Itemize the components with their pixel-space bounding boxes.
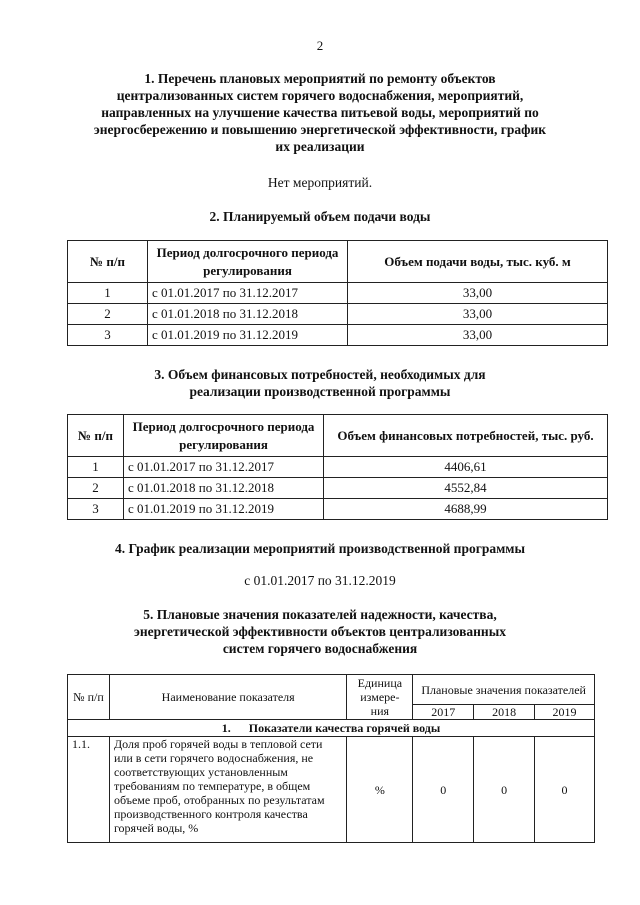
col-header-volume: Объем подачи воды, тыс. куб. м	[348, 241, 608, 283]
cell-n: 1	[68, 283, 148, 304]
financial-needs-table	[67, 414, 608, 520]
group-label: Показатели качества горячей воды	[248, 721, 441, 735]
col-header-period: Период долгосрочного периода регулирования	[124, 415, 324, 457]
section5-title-line: систем горячего водоснабжения	[222, 641, 418, 656]
col-header-year: 2018	[474, 705, 535, 720]
cell-n: 2	[68, 304, 148, 325]
section1-title-line: 1. Перечень плановых мероприятий по ремонту объектов	[144, 71, 496, 86]
section2-title: 2. Планируемый объем подачи воды	[209, 209, 431, 224]
cell-value: 33,00	[348, 304, 608, 325]
cell-value-2017: 0	[413, 737, 474, 843]
table-row	[68, 283, 608, 304]
col-header-name: Наименование показателя	[109, 675, 346, 720]
col-header-period: Период долгосрочного периода регулирования	[148, 241, 348, 283]
section1-title	[0, 70, 640, 155]
cell-n: 1.1.	[68, 737, 110, 843]
section5-title-line: энергетической эффективности объектов централизованных	[133, 624, 506, 639]
table-row	[68, 478, 608, 499]
cell-period: с 01.01.2018 по 31.12.2018	[148, 304, 348, 325]
cell-period: с 01.01.2018 по 31.12.2018	[124, 478, 324, 499]
table-row	[68, 325, 608, 346]
col-header-n: № п/п	[68, 415, 124, 457]
cell-n: 3	[68, 325, 148, 346]
cell-n: 3	[68, 499, 124, 520]
cell-value: 4688,99	[324, 499, 608, 520]
cell-name: Доля проб горячей воды в тепловой сети или в сети горячего водоснабжения, не соответствующих установленным требованиям по температуре, в общем объеме проб, отобранных по результатам производственного контроля качества горячей воды, %	[109, 737, 346, 843]
section1-title-line: их реализации	[275, 139, 365, 154]
table-row	[68, 457, 608, 478]
col-header-finance: Объем финансовых потребностей, тыс. руб.	[324, 415, 608, 457]
cell-period: с 01.01.2019 по 31.12.2019	[124, 499, 324, 520]
cell-value: 4406,61	[324, 457, 608, 478]
section5-title-line: 5. Плановые значения показателей надежности, качества,	[143, 607, 497, 622]
cell-value: 33,00	[348, 283, 608, 304]
cell-period: с 01.01.2017 по 31.12.2017	[124, 457, 324, 478]
section5-title	[0, 606, 640, 657]
cell-period: с 01.01.2019 по 31.12.2019	[148, 325, 348, 346]
section1-title-line: централизованных систем горячего водоснабжения, мероприятий,	[116, 88, 524, 103]
group-row	[68, 720, 595, 737]
cell-period: с 01.01.2017 по 31.12.2017	[148, 283, 348, 304]
cell-value-2019: 0	[535, 737, 595, 843]
page-number: 2	[316, 38, 324, 53]
section3-title	[0, 366, 640, 400]
section3-title-line: реализации производственной программы	[189, 384, 451, 399]
group-title	[68, 720, 595, 737]
section1-title-line: энергосбережению и повышению энергетической эффективности, график	[93, 122, 547, 137]
col-header-planned: Плановые значения показателей	[413, 675, 595, 705]
cell-n: 2	[68, 478, 124, 499]
table-row	[68, 499, 608, 520]
supply-volume-table	[67, 240, 608, 346]
col-header-unit: Единица измере-ния	[347, 675, 413, 720]
cell-value: 33,00	[348, 325, 608, 346]
section4-title: 4. График реализации мероприятий производственной программы	[114, 541, 526, 556]
cell-value: 4552,84	[324, 478, 608, 499]
table-row	[68, 737, 595, 843]
indicators-table	[67, 674, 595, 843]
col-header-year: 2017	[413, 705, 474, 720]
col-header-n: № п/п	[68, 241, 148, 283]
col-header-n: № п/п	[68, 675, 110, 720]
group-number: 1.	[221, 721, 231, 735]
section4-period: с 01.01.2017 по 31.12.2019	[244, 573, 396, 588]
cell-unit: %	[347, 737, 413, 843]
cell-value-2018: 0	[474, 737, 535, 843]
section1-title-line: направленных на улучшение качества питьевой воды, мероприятий по	[101, 105, 539, 120]
table-row	[68, 304, 608, 325]
section3-title-line: 3. Объем финансовых потребностей, необходимых для	[154, 367, 486, 382]
section1-note: Нет мероприятий.	[267, 175, 373, 190]
cell-n: 1	[68, 457, 124, 478]
col-header-year: 2019	[535, 705, 595, 720]
